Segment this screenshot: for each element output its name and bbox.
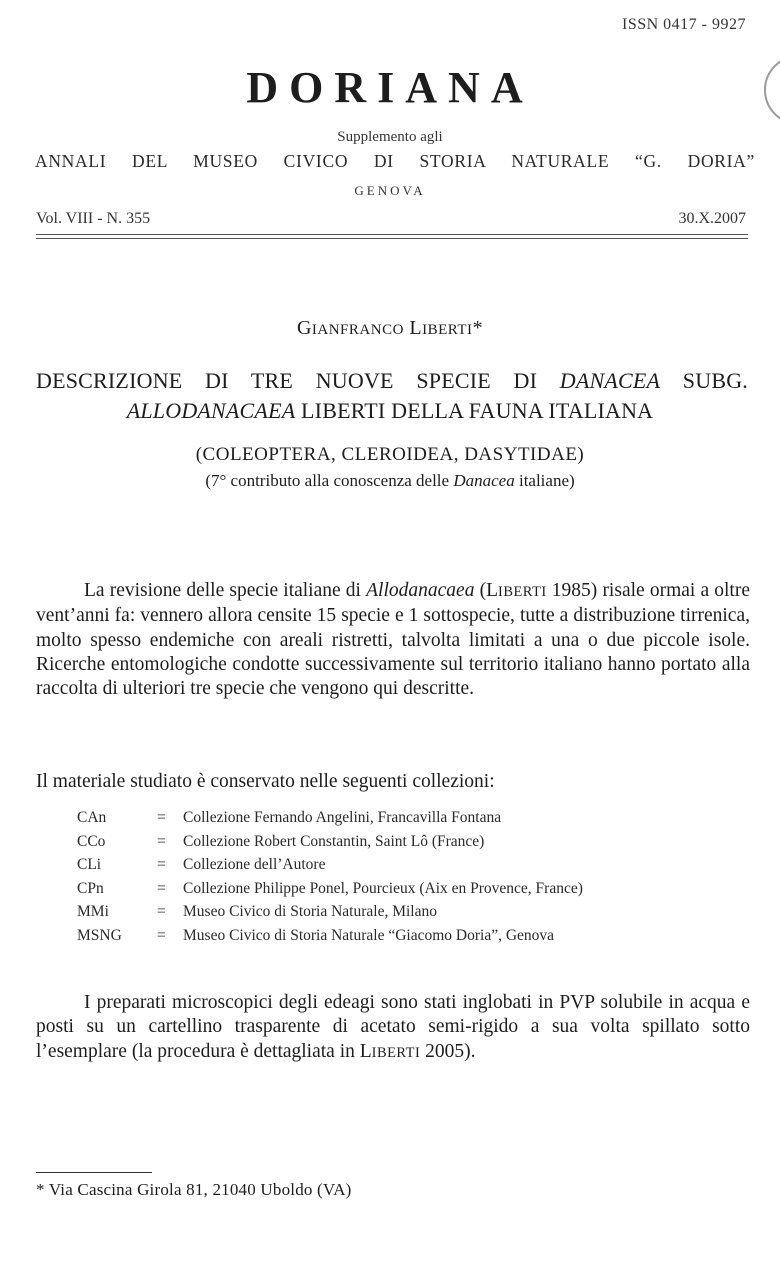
collection-description: Collezione Philippe Ponel, Pourcieux (Aix en Provence, France) — [183, 879, 583, 897]
collection-description: Collezione Robert Constantin, Saint Lô (France) — [183, 832, 485, 850]
volume-number: Vol. VIII - N. 355 — [36, 210, 151, 227]
city-line: GENOVA — [354, 183, 426, 198]
collection-row — [77, 833, 583, 857]
header-rule-bottom — [36, 238, 748, 239]
author-name: GIANFRANCO LIBERTI* — [296, 317, 484, 339]
collections-table — [77, 809, 583, 950]
collection-description: Collezione Fernando Angelini, Francavilla Fontana — [183, 809, 502, 826]
contribution-line: (7° contributo alla conoscenza delle Danacea italiane) — [205, 471, 575, 490]
collection-code: CLi — [77, 856, 102, 873]
collection-row — [77, 903, 583, 927]
collection-equals: = — [157, 809, 166, 826]
collection-code: MSNG — [77, 926, 122, 944]
collection-code: MMi — [77, 903, 109, 920]
collection-description: Museo Civico di Storia Naturale, Milano — [183, 903, 437, 920]
collection-row — [77, 880, 583, 904]
intro-paragraph: La revisione delle specie italiane di Allodanacaea (LIBERTI 1985) risale ormai a oltre vent’anni fa: vennero allora censite 15 specie e 1 sottospecie, tutte a distribuzione tirrenica, molto spesso endemiche con areali ristretti, talvolta limitati a una o due piccole isole. Ricerche entomologiche condotte successivamente sul territorio italiano hanno portato alla raccolta di ulteriori tre specie che vengono qui descritte. — [36, 580, 750, 700]
collection-code: CPn — [77, 879, 104, 897]
collection-equals: = — [157, 903, 166, 920]
journal-title: DORIANA — [246, 63, 534, 112]
collection-row — [77, 927, 583, 951]
collection-code: CCo — [77, 832, 106, 850]
collections-intro: Il materiale studiato è conservato nelle seguenti collezioni: — [36, 771, 495, 792]
article-title-line-1: DESCRIZIONE DI TRE NUOVE SPECIE DI DANACEA SUBG. — [36, 368, 748, 393]
author-address-footnote: * Via Cascina Girola 81, 21040 Uboldo (VA) — [36, 1180, 352, 1199]
footnote-rule — [36, 1172, 152, 1173]
collection-equals: = — [157, 832, 166, 850]
preparation-paragraph: I preparati microscopici degli edeagi sono stati inglobati in PVP solubile in acqua e posti su un cartellino trasparente di acetato semi-rigido a sua volta spillato sotto l’esemplare (la procedura è dettagliata in LIBERTI 2005). — [36, 992, 750, 1062]
collection-description: Museo Civico di Storia Naturale “Giacomo Doria”, Genova — [183, 926, 555, 944]
collection-row — [77, 856, 583, 880]
collection-equals: = — [157, 879, 166, 897]
collection-code: CAn — [77, 809, 107, 826]
issn-number: ISSN 0417 - 9927 — [621, 16, 746, 33]
header-rule-top — [36, 234, 748, 235]
classification-line: (COLEOPTERA, CLEROIDEA, DASYTIDAE) — [195, 444, 585, 465]
issue-date: 30.X.2007 — [678, 210, 746, 227]
collection-equals: = — [157, 856, 166, 873]
collection-row — [77, 809, 583, 833]
author-footnote-mark: * — [472, 317, 484, 339]
supplement-line: Supplemento agli — [337, 129, 443, 145]
collection-equals: = — [157, 926, 166, 944]
article-title-line-2: ALLODANACAEA LIBERTI DELLA FAUNA ITALIANA — [126, 398, 654, 423]
annali-line: ANNALI DEL MUSEO CIVICO DI STORIA NATURALE “G. DORIA” — [35, 151, 755, 171]
collection-description: Collezione dell’Autore — [183, 856, 326, 873]
